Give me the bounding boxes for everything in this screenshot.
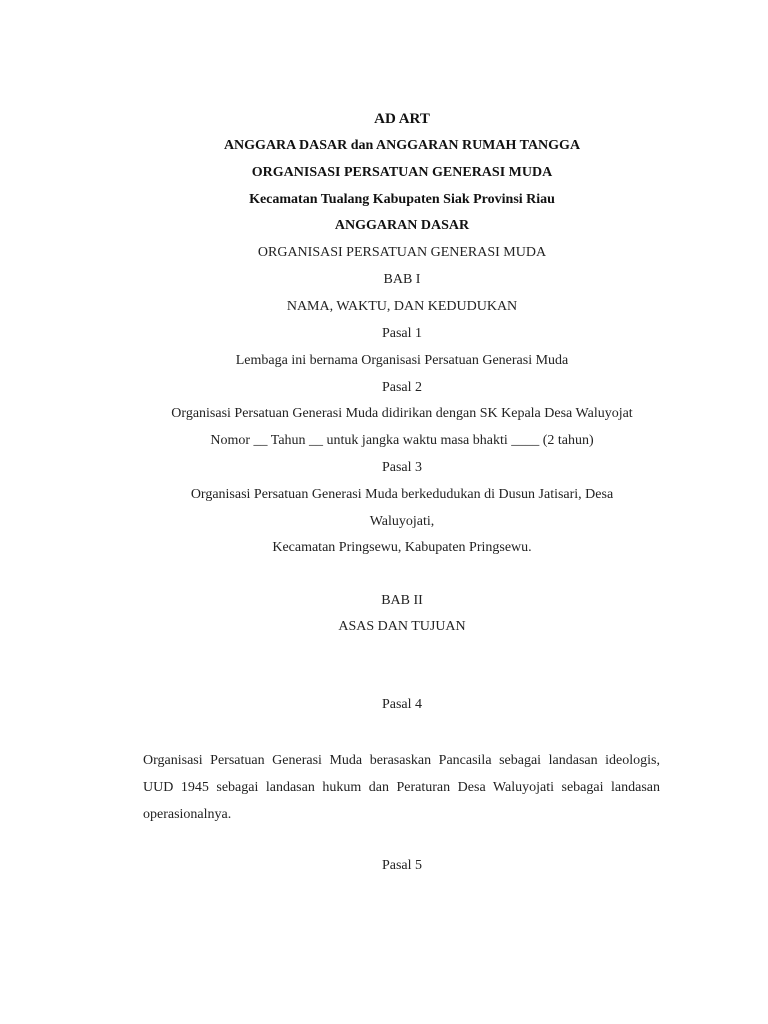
pasal1-text: Lembaga ini bernama Organisasi Persatuan Generasi Muda — [235, 353, 569, 368]
pasal2-text-line1: Organisasi Persatuan Generasi Muda didirikan dengan SK Kepala Desa Waluyojat — [171, 406, 633, 421]
bab2-label: BAB II — [381, 593, 423, 608]
bab2-title: ASAS DAN TUJUAN — [338, 619, 466, 634]
location-line: Kecamatan Tualang Kabupaten Siak Provinsi Riau — [249, 192, 555, 207]
doc-title: AD ART — [374, 111, 430, 127]
section-heading: ANGGARAN DASAR — [334, 218, 470, 233]
pasal4-label: Pasal 4 — [381, 697, 423, 712]
organization-name: ORGANISASI PERSATUAN GENERASI MUDA — [251, 165, 553, 180]
bab1-label: BAB I — [383, 272, 421, 287]
pasal3-text-line2: Waluyojati, — [369, 514, 435, 529]
pasal3-label: Pasal 3 — [381, 460, 423, 475]
section-organization: ORGANISASI PERSATUAN GENERASI MUDA — [257, 245, 547, 260]
pasal2-label: Pasal 2 — [381, 380, 423, 395]
pasal3-text-line1: Organisasi Persatuan Generasi Muda berkedudukan di Dusun Jatisari, Desa — [190, 487, 614, 502]
doc-subtitle: ANGGARA DASAR dan ANGGARAN RUMAH TANGGA — [223, 138, 581, 153]
bab1-title: NAMA, WAKTU, DAN KEDUDUKAN — [286, 299, 518, 314]
pasal3-text-line3: Kecamatan Pringsewu, Kabupaten Pringsewu. — [272, 540, 532, 555]
pasal2-text-line2: Nomor __ Tahun __ untuk jangka waktu masa bhakti ____ (2 tahun) — [210, 433, 594, 448]
pasal4-paragraph: Organisasi Persatuan Generasi Muda berasaskan Pancasila sebagai landasan ideologis, UUD 1945 sebagai landasan hukum dan Peraturan Desa Waluyojati sebagai landasan operasionalnya. — [143, 753, 660, 822]
pasal1-label: Pasal 1 — [381, 326, 423, 341]
pasal5-label: Pasal 5 — [381, 858, 423, 873]
